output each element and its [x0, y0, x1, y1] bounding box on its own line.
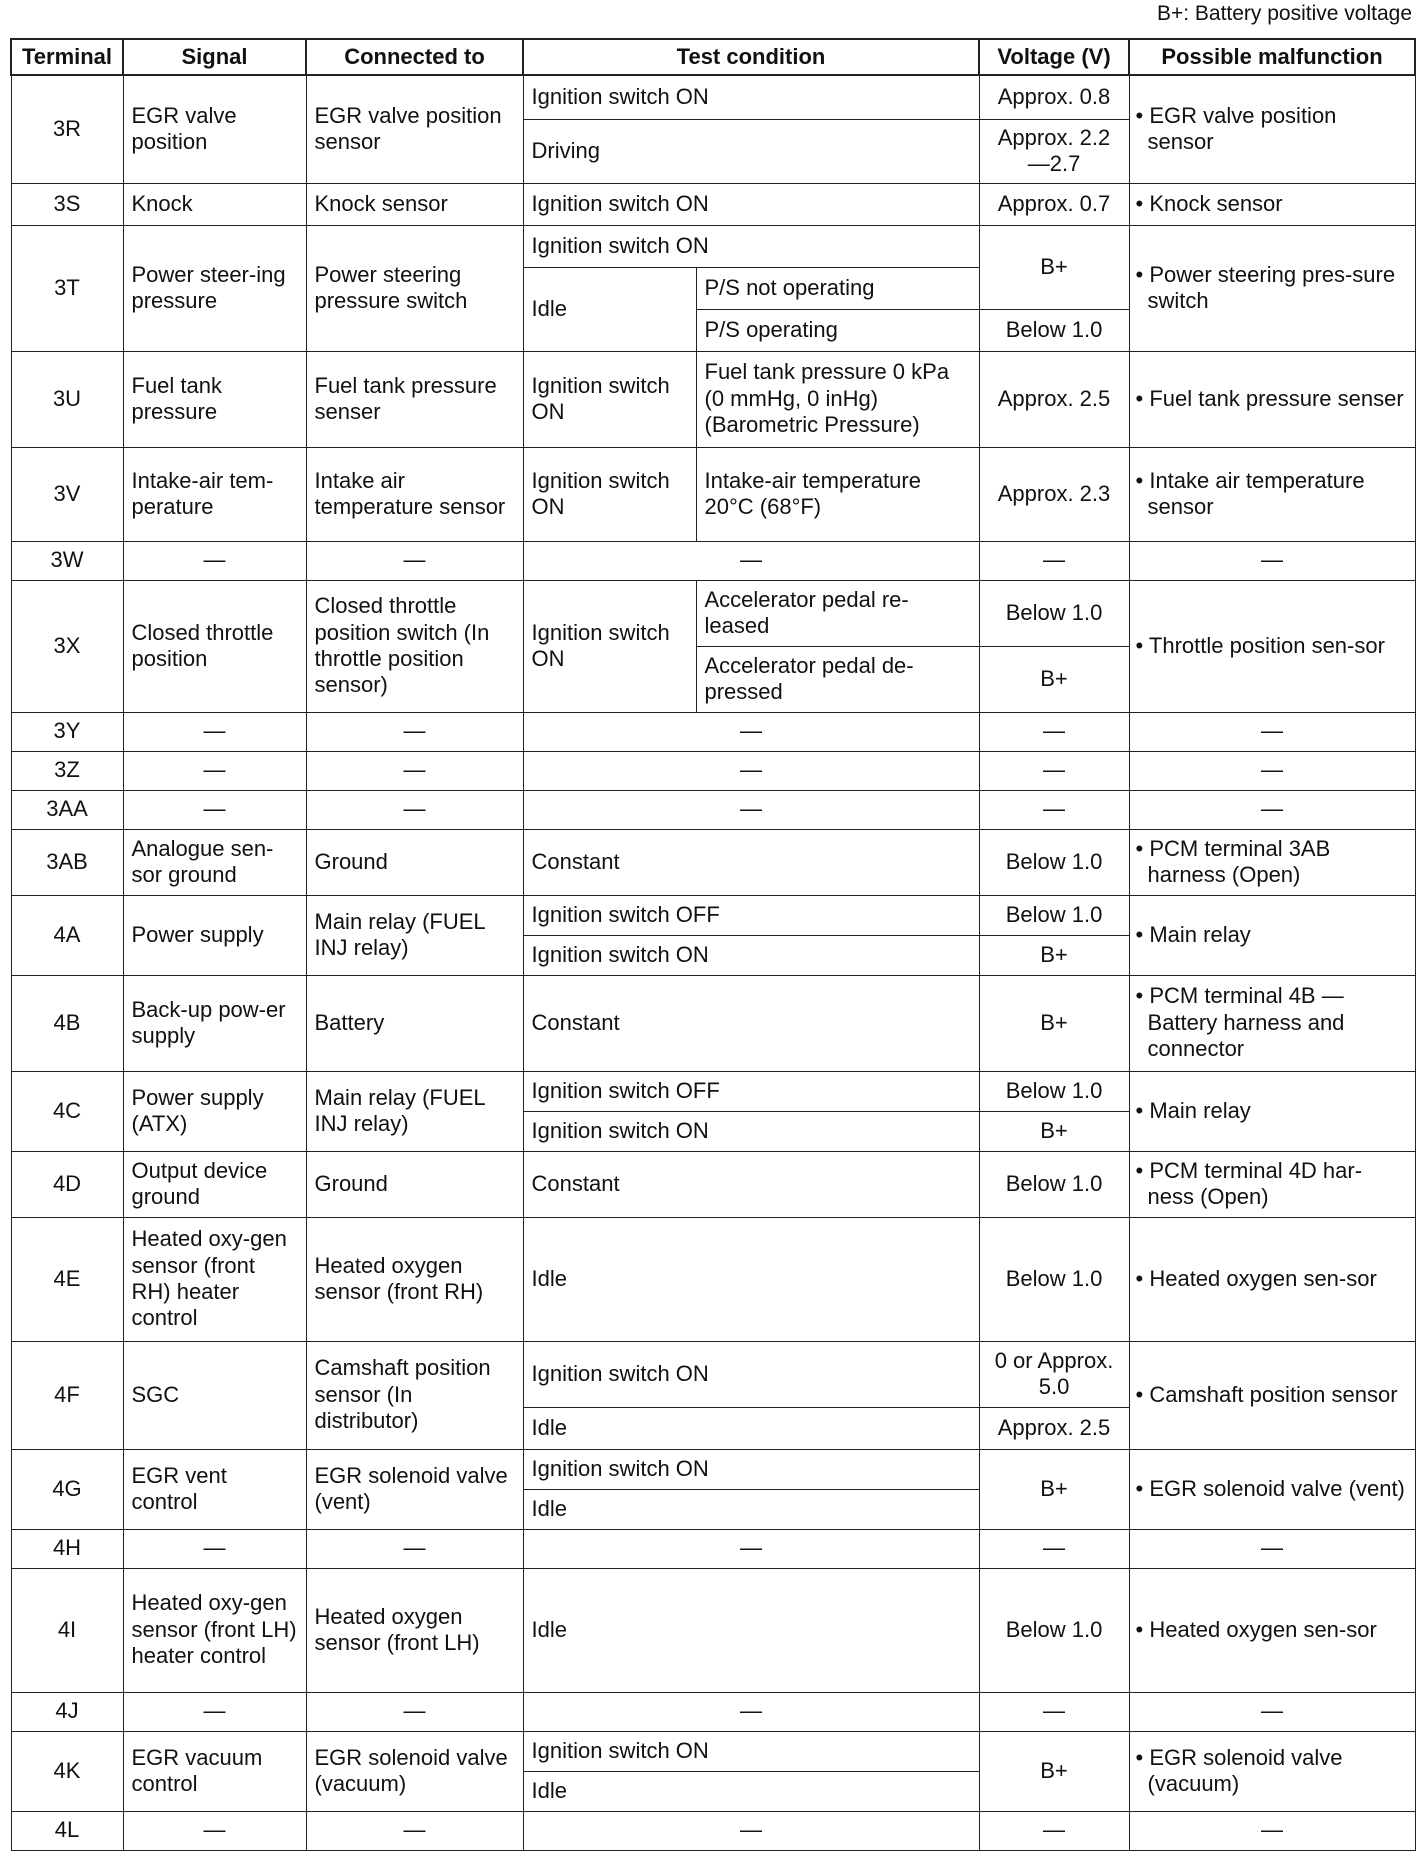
- condition-cell: Constant: [523, 1151, 979, 1217]
- signal-cell: —: [123, 1692, 306, 1731]
- connected-cell: EGR solenoid valve (vent): [306, 1449, 523, 1529]
- signal-cell: —: [123, 751, 306, 790]
- header-voltage: Voltage (V): [979, 39, 1129, 75]
- malfunction-cell: • Fuel tank pressure senser: [1129, 351, 1415, 447]
- connected-cell: —: [306, 1529, 523, 1568]
- condition-cell: Constant: [523, 829, 979, 895]
- condition-cell: Driving: [523, 119, 979, 183]
- signal-cell: SGC: [123, 1341, 306, 1449]
- connected-cell: —: [306, 1811, 523, 1850]
- table-row: [11, 447, 1415, 541]
- terminal-cell: 4C: [11, 1071, 123, 1151]
- table-row: [11, 975, 1415, 1071]
- connected-cell: Main relay (FUEL INJ relay): [306, 1071, 523, 1151]
- condition-cell: Idle: [523, 267, 696, 351]
- terminal-cell: 3Y: [11, 712, 123, 751]
- terminal-cell: 4I: [11, 1568, 123, 1692]
- voltage-cell: B+: [979, 225, 1129, 309]
- voltage-cell: Approx. 0.8: [979, 75, 1129, 119]
- malfunction-cell: • Heated oxygen sen-sor: [1129, 1568, 1415, 1692]
- terminal-cell: 3W: [11, 541, 123, 580]
- signal-cell: Power supply (ATX): [123, 1071, 306, 1151]
- table-row: [11, 1071, 1415, 1111]
- terminal-cell: 4E: [11, 1217, 123, 1341]
- condition-cell: Idle: [523, 1771, 979, 1811]
- signal-cell: —: [123, 1811, 306, 1850]
- malfunction-cell: • PCM terminal 3AB harness (Open): [1129, 829, 1415, 895]
- malfunction-cell: • Knock sensor: [1129, 183, 1415, 225]
- malfunction-cell: • PCM terminal 4D har-ness (Open): [1129, 1151, 1415, 1217]
- condition-cell: Idle: [523, 1407, 979, 1449]
- malfunction-cell: • EGR valve position sensor: [1129, 75, 1415, 183]
- condition-cell: Ignition switch ON: [523, 1731, 979, 1771]
- voltage-cell: —: [979, 790, 1129, 829]
- voltage-cell: B+: [979, 935, 1129, 975]
- malfunction-cell: —: [1129, 790, 1415, 829]
- condition-cell: Ignition switch ON: [523, 225, 979, 267]
- condition-cell: Ignition switch ON: [523, 935, 979, 975]
- condition-cell: Idle: [523, 1568, 979, 1692]
- malfunction-cell: • Power steering pres-sure switch: [1129, 225, 1415, 351]
- table-row: [11, 183, 1415, 225]
- voltage-cell: Approx. 2.5: [979, 351, 1129, 447]
- malfunction-cell: • Intake air temperature sensor: [1129, 447, 1415, 541]
- condition-cell: Constant: [523, 975, 979, 1071]
- connected-cell: Ground: [306, 829, 523, 895]
- table-row: [11, 1449, 1415, 1489]
- table-row: [11, 1529, 1415, 1568]
- signal-cell: —: [123, 541, 306, 580]
- signal-cell: Back-up pow-er supply: [123, 975, 306, 1071]
- table-row: [11, 1151, 1415, 1217]
- table-row: [11, 580, 1415, 646]
- terminal-cell: 3X: [11, 580, 123, 712]
- voltage-cell: Approx. 2.5: [979, 1407, 1129, 1449]
- condition-cell: Ignition switch ON: [523, 351, 696, 447]
- legend-note: B+: Battery positive voltage: [1156, 2, 1412, 25]
- signal-cell: —: [123, 790, 306, 829]
- malfunction-cell: —: [1129, 541, 1415, 580]
- terminal-cell: 4H: [11, 1529, 123, 1568]
- malfunction-cell: —: [1129, 751, 1415, 790]
- header-connected-to: Connected to: [306, 39, 523, 75]
- table-row: [11, 351, 1415, 447]
- connected-cell: Heated oxygen sensor (front LH): [306, 1568, 523, 1692]
- voltage-cell: —: [979, 1811, 1129, 1850]
- connected-cell: —: [306, 712, 523, 751]
- header-terminal: Terminal: [11, 39, 123, 75]
- terminal-cell: 4A: [11, 895, 123, 975]
- pcm-terminal-voltage-table: [10, 38, 1416, 1851]
- connected-cell: Knock sensor: [306, 183, 523, 225]
- table-row: [11, 1692, 1415, 1731]
- signal-cell: Analogue sen-sor ground: [123, 829, 306, 895]
- terminal-cell: 3Z: [11, 751, 123, 790]
- sub-condition-cell: P/S not operating: [696, 267, 979, 309]
- header-test-condition: Test condition: [523, 39, 979, 75]
- voltage-cell: Below 1.0: [979, 1568, 1129, 1692]
- terminal-cell: 3V: [11, 447, 123, 541]
- voltage-cell: —: [979, 712, 1129, 751]
- voltage-cell: B+: [979, 1111, 1129, 1151]
- connected-cell: Ground: [306, 1151, 523, 1217]
- terminal-cell: 3AB: [11, 829, 123, 895]
- terminal-cell: 4G: [11, 1449, 123, 1529]
- header-signal: Signal: [123, 39, 306, 75]
- table-row: [11, 1568, 1415, 1692]
- signal-cell: EGR vent control: [123, 1449, 306, 1529]
- connected-cell: Camshaft position sensor (In distributor): [306, 1341, 523, 1449]
- voltage-cell: —: [979, 1692, 1129, 1731]
- condition-cell: —: [523, 1811, 979, 1850]
- voltage-cell: Approx. 0.7: [979, 183, 1129, 225]
- voltage-cell: B+: [979, 975, 1129, 1071]
- malfunction-cell: • Throttle position sen-sor: [1129, 580, 1415, 712]
- connected-cell: EGR valve position sensor: [306, 75, 523, 183]
- voltage-cell: 0 or Approx. 5.0: [979, 1341, 1129, 1407]
- condition-cell: —: [523, 712, 979, 751]
- voltage-cell: Below 1.0: [979, 1217, 1129, 1341]
- malfunction-cell: • Main relay: [1129, 1071, 1415, 1151]
- connected-cell: Heated oxygen sensor (front RH): [306, 1217, 523, 1341]
- malfunction-cell: • PCM terminal 4B — Battery harness and connector: [1129, 975, 1415, 1071]
- connected-cell: Intake air temperature sensor: [306, 447, 523, 541]
- condition-cell: Idle: [523, 1217, 979, 1341]
- sub-condition-cell: Accelerator pedal de-pressed: [696, 646, 979, 712]
- voltage-cell: —: [979, 751, 1129, 790]
- voltage-cell: Below 1.0: [979, 1071, 1129, 1111]
- connected-cell: —: [306, 790, 523, 829]
- connected-cell: EGR solenoid valve (vacuum): [306, 1731, 523, 1811]
- voltage-cell: Below 1.0: [979, 309, 1129, 351]
- table-row: [11, 895, 1415, 935]
- condition-cell: Ignition switch ON: [523, 183, 979, 225]
- condition-cell: —: [523, 751, 979, 790]
- terminal-cell: 3T: [11, 225, 123, 351]
- condition-cell: Ignition switch OFF: [523, 1071, 979, 1111]
- connected-cell: —: [306, 1692, 523, 1731]
- table-row: [11, 1341, 1415, 1407]
- terminal-cell: 3AA: [11, 790, 123, 829]
- signal-cell: EGR valve position: [123, 75, 306, 183]
- table-row: [11, 1731, 1415, 1771]
- malfunction-cell: • EGR solenoid valve (vacuum): [1129, 1731, 1415, 1811]
- condition-cell: Ignition switch ON: [523, 1111, 979, 1151]
- condition-cell: Ignition switch ON: [523, 447, 696, 541]
- terminal-cell: 4J: [11, 1692, 123, 1731]
- voltage-cell: Below 1.0: [979, 580, 1129, 646]
- signal-cell: Output device ground: [123, 1151, 306, 1217]
- connected-cell: Power steering pressure switch: [306, 225, 523, 351]
- signal-cell: Power steer-ing pressure: [123, 225, 306, 351]
- voltage-cell: B+: [979, 1731, 1129, 1811]
- malfunction-cell: • Main relay: [1129, 895, 1415, 975]
- condition-cell: Ignition switch ON: [523, 580, 696, 712]
- table-row: [11, 712, 1415, 751]
- signal-cell: Knock: [123, 183, 306, 225]
- signal-cell: —: [123, 1529, 306, 1568]
- voltage-cell: —: [979, 1529, 1129, 1568]
- malfunction-cell: —: [1129, 1811, 1415, 1850]
- table-row: [11, 1217, 1415, 1341]
- malfunction-cell: • Camshaft position sensor: [1129, 1341, 1415, 1449]
- malfunction-cell: —: [1129, 1692, 1415, 1731]
- connected-cell: —: [306, 751, 523, 790]
- signal-cell: Closed throttle position: [123, 580, 306, 712]
- malfunction-cell: —: [1129, 1529, 1415, 1568]
- connected-cell: Main relay (FUEL INJ relay): [306, 895, 523, 975]
- voltage-cell: Approx. 2.3: [979, 447, 1129, 541]
- signal-cell: EGR vacuum control: [123, 1731, 306, 1811]
- condition-cell: Ignition switch ON: [523, 1341, 979, 1407]
- condition-cell: Ignition switch OFF: [523, 895, 979, 935]
- terminal-cell: 4F: [11, 1341, 123, 1449]
- table-row: [11, 790, 1415, 829]
- header-row: [11, 39, 1415, 75]
- table-row: [11, 225, 1415, 267]
- voltage-cell: Below 1.0: [979, 1151, 1129, 1217]
- sub-condition-cell: Fuel tank pressure 0 kPa (0 mmHg, 0 inHg) (Barometric Pressure): [696, 351, 979, 447]
- terminal-cell: 3R: [11, 75, 123, 183]
- table-row: [11, 541, 1415, 580]
- signal-cell: Fuel tank pressure: [123, 351, 306, 447]
- table-row: [11, 751, 1415, 790]
- condition-cell: Ignition switch ON: [523, 75, 979, 119]
- connected-cell: Closed throttle position switch (In throttle position sensor): [306, 580, 523, 712]
- table-row: [11, 75, 1415, 119]
- sub-condition-cell: P/S operating: [696, 309, 979, 351]
- condition-cell: Idle: [523, 1489, 979, 1529]
- malfunction-cell: —: [1129, 712, 1415, 751]
- terminal-cell: 3S: [11, 183, 123, 225]
- condition-cell: —: [523, 541, 979, 580]
- sub-condition-cell: Accelerator pedal re-leased: [696, 580, 979, 646]
- terminal-cell: 4L: [11, 1811, 123, 1850]
- terminal-cell: 3U: [11, 351, 123, 447]
- table-row: [11, 1811, 1415, 1850]
- voltage-cell: B+: [979, 646, 1129, 712]
- connected-cell: —: [306, 541, 523, 580]
- terminal-cell: 4D: [11, 1151, 123, 1217]
- voltage-cell: —: [979, 541, 1129, 580]
- malfunction-cell: • Heated oxygen sen-sor: [1129, 1217, 1415, 1341]
- signal-cell: Intake-air tem-perature: [123, 447, 306, 541]
- voltage-cell: Below 1.0: [979, 829, 1129, 895]
- signal-cell: Heated oxy-gen sensor (front RH) heater control: [123, 1217, 306, 1341]
- signal-cell: Heated oxy-gen sensor (front LH) heater control: [123, 1568, 306, 1692]
- connected-cell: Battery: [306, 975, 523, 1071]
- condition-cell: —: [523, 790, 979, 829]
- terminal-cell: 4K: [11, 1731, 123, 1811]
- table-row: [11, 829, 1415, 895]
- header-possible-malfunction: Possible malfunction: [1129, 39, 1415, 75]
- connected-cell: Fuel tank pressure senser: [306, 351, 523, 447]
- voltage-cell: Approx. 2.2—2.7: [979, 119, 1129, 183]
- condition-cell: —: [523, 1692, 979, 1731]
- condition-cell: —: [523, 1529, 979, 1568]
- sub-condition-cell: Intake-air temperature 20°C (68°F): [696, 447, 979, 541]
- voltage-cell: B+: [979, 1449, 1129, 1529]
- terminal-cell: 4B: [11, 975, 123, 1071]
- voltage-cell: Below 1.0: [979, 895, 1129, 935]
- signal-cell: Power supply: [123, 895, 306, 975]
- condition-cell: Ignition switch ON: [523, 1449, 979, 1489]
- signal-cell: —: [123, 712, 306, 751]
- malfunction-cell: • EGR solenoid valve (vent): [1129, 1449, 1415, 1529]
